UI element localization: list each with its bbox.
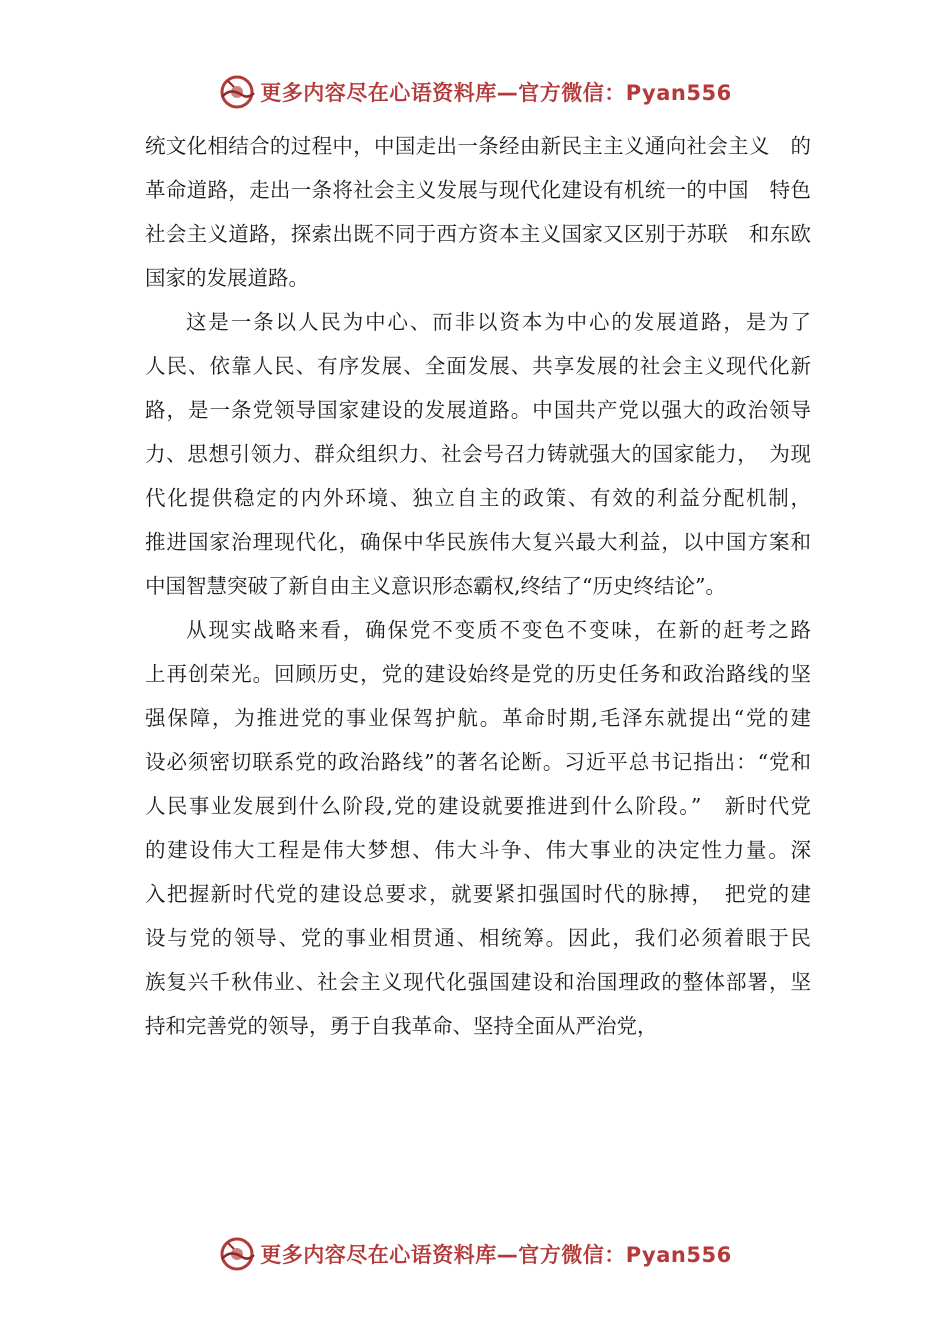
text-line: 人民、依靠人民、有序发展、全面发展、共享发展的社会主义现代化新 — [145, 354, 811, 378]
header-banner-text: 更多内容尽在心语资料库—官方微信：Pyan556 — [260, 81, 732, 105]
text-line: 革命道路，走出一条将社会主义发展与现代化建设有机统一的中国 特色 — [145, 178, 811, 202]
text-line: 这是一条以人民为中心、而非以资本为中心的发展道路，是为了 — [186, 310, 811, 334]
text-line: 人民事业发展到什么阶段,党的建设就要推进到什么阶段。” 新时代党 — [145, 794, 811, 818]
document-body — [145, 124, 811, 1048]
text-line: 中国智慧突破了新自由主义意识形态霸权,终结了“历史终结论”。 — [145, 574, 726, 598]
text-line: 路，是一条党领导国家建设的发展道路。中国共产党以强大的政治领导 — [145, 398, 811, 422]
logo-icon — [218, 73, 256, 111]
text-line: 力、思想引领力、群众组织力、社会号召力铸就强大的国家能力， 为现 — [145, 442, 811, 466]
text-line: 从现实战略来看，确保党不变质不变色不变味，在新的赶考之路 — [186, 618, 811, 642]
footer-banner — [0, 1232, 950, 1276]
text-line: 设与党的领导、党的事业相贯通、相统筹。因此，我们必须着眼于民 — [145, 926, 811, 950]
logo-icon — [218, 1235, 256, 1273]
text-line: 持和完善党的领导，勇于自我革命、坚持全面从严治党， — [145, 1014, 658, 1038]
text-line: 入把握新时代党的建设总要求，就要紧扣强国时代的脉搏， 把党的建 — [145, 882, 811, 906]
text-line: 强保障，为推进党的事业保驾护航。革命时期,毛泽东就提出“党的建 — [145, 706, 811, 730]
text-line: 统文化相结合的过程中，中国走出一条经由新民主主义通向社会主义 的 — [145, 134, 811, 158]
text-line: 国家的发展道路。 — [145, 266, 309, 290]
text-line: 代化提供稳定的内外环境、独立自主的政策、有效的利益分配机制， — [145, 486, 811, 510]
text-line: 推进国家治理现代化，确保中华民族伟大复兴最大利益，以中国方案和 — [145, 530, 811, 554]
text-line: 族复兴千秋伟业、社会主义现代化强国建设和治国理政的整体部署，坚 — [145, 970, 811, 994]
text-line: 的建设伟大工程是伟大梦想、伟大斗争、伟大事业的决定性力量。深 — [145, 838, 811, 862]
text-line: 社会主义道路，探索出既不同于西方资本主义国家又区别于苏联 和东欧 — [145, 222, 811, 246]
header-banner — [0, 70, 950, 114]
footer-banner-text: 更多内容尽在心语资料库—官方微信：Pyan556 — [260, 1243, 732, 1267]
text-line: 上再创荣光。回顾历史，党的建设始终是党的历史任务和政治路线的坚 — [145, 662, 811, 686]
text-line: 设必须密切联系党的政治路线”的著名论断。习近平总书记指出：“党和 — [145, 750, 811, 774]
